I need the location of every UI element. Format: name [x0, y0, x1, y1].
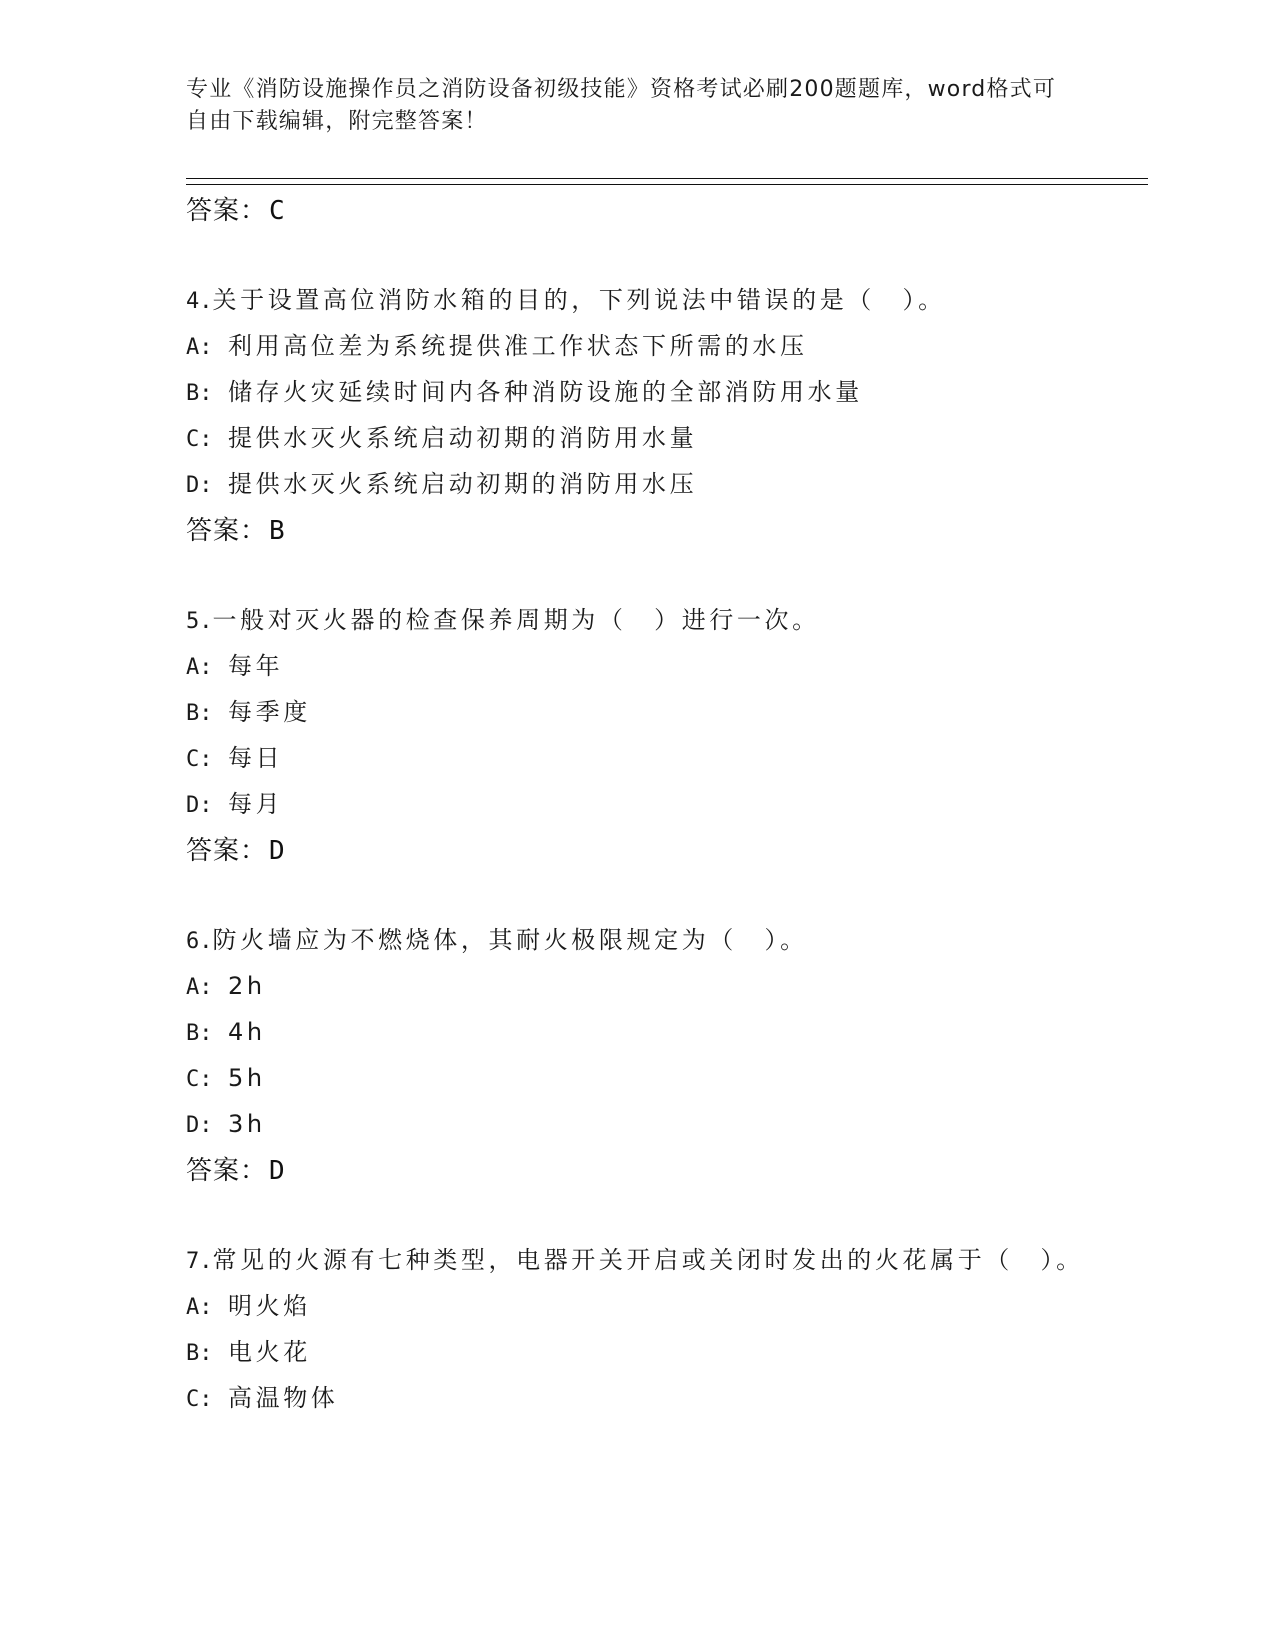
option-b [186, 690, 1086, 736]
option-d [186, 462, 1086, 508]
option-text: 每日 [228, 744, 284, 772]
option-text: 每月 [228, 790, 284, 818]
question-number: 6. [186, 929, 213, 954]
option-text: 电火花 [228, 1338, 311, 1366]
option-letter: A: [186, 1295, 213, 1320]
question-stem [186, 1238, 1086, 1284]
question-text: 常见的火源有七种类型，电器开关开启或关闭时发出的火花属于（ ）。 [212, 1246, 1084, 1274]
question-4 [186, 278, 1086, 554]
header-divider-bottom [186, 184, 1148, 185]
option-text: 提供水灭火系统启动初期的消防用水压 [228, 470, 698, 498]
option-letter: A: [186, 655, 213, 680]
question-list [186, 188, 1086, 1422]
option-a [186, 964, 1086, 1010]
option-text: 利用高位差为系统提供准工作状态下所需的水压 [228, 332, 808, 360]
option-text: 提供水灭火系统启动初期的消防用水量 [228, 424, 698, 452]
document-header: 专业《消防设施操作员之消防设备初级技能》资格考试必刷200题题库，word格式可自由下载编辑，附完整答案！ [186, 77, 1057, 134]
option-a [186, 644, 1086, 690]
option-c [186, 1056, 1086, 1102]
option-a [186, 324, 1086, 370]
option-a [186, 1284, 1086, 1330]
option-text: 储存火灾延续时间内各种消防设施的全部消防用水量 [228, 378, 863, 406]
option-d [186, 1102, 1086, 1148]
question-number: 5. [186, 609, 213, 634]
question-stem [186, 918, 1086, 964]
question-stem [186, 598, 1086, 644]
option-b [186, 370, 1086, 416]
question-5 [186, 598, 1086, 874]
answer-line [186, 508, 1086, 554]
option-letter: D: [186, 1113, 213, 1138]
option-text: 每季度 [228, 698, 311, 726]
answer-value: B [269, 516, 286, 546]
header-divider-top [186, 178, 1148, 179]
option-b [186, 1010, 1086, 1056]
option-letter: C: [186, 1067, 213, 1092]
option-letter: C: [186, 747, 213, 772]
option-c [186, 736, 1086, 782]
option-text: 每年 [228, 652, 284, 680]
option-b [186, 1330, 1086, 1376]
option-text: 5h [228, 1064, 266, 1092]
answer-line [186, 1148, 1086, 1194]
option-d [186, 782, 1086, 828]
question-number: 7. [186, 1249, 213, 1274]
answer-label: 答案： [186, 1156, 268, 1186]
answer-label: 答案： [186, 196, 268, 226]
option-letter: B: [186, 381, 213, 406]
question-7 [186, 1238, 1086, 1422]
question-6 [186, 918, 1086, 1194]
option-c [186, 416, 1086, 462]
option-letter: B: [186, 1021, 213, 1046]
answer-value: D [269, 1156, 286, 1186]
option-letter: C: [186, 1387, 213, 1412]
option-letter: A: [186, 335, 213, 360]
option-letter: B: [186, 1341, 213, 1366]
option-letter: D: [186, 793, 213, 818]
option-letter: D: [186, 473, 213, 498]
option-text: 明火焰 [228, 1292, 311, 1320]
answer-label: 答案： [186, 516, 268, 546]
option-text: 4h [228, 1018, 266, 1046]
option-text: 2h [228, 972, 266, 1000]
question-number: 4. [186, 289, 213, 314]
option-text: 3h [228, 1110, 266, 1138]
question-text: 防火墙应为不燃烧体，其耐火极限规定为（ ）。 [212, 926, 808, 954]
answer-value: C [269, 196, 286, 226]
answer-label: 答案： [186, 836, 268, 866]
option-text: 高温物体 [228, 1384, 339, 1412]
answer-value: D [269, 836, 286, 866]
question-stem [186, 278, 1086, 324]
answer-line [186, 828, 1086, 874]
question-text: 一般对灭火器的检查保养周期为（ ）进行一次。 [212, 606, 820, 634]
option-letter: C: [186, 427, 213, 452]
answer-line [186, 188, 1086, 234]
question-text: 关于设置高位消防水箱的目的，下列说法中错误的是（ ）。 [212, 286, 946, 314]
option-letter: A: [186, 975, 213, 1000]
option-c [186, 1376, 1086, 1422]
option-letter: B: [186, 701, 213, 726]
